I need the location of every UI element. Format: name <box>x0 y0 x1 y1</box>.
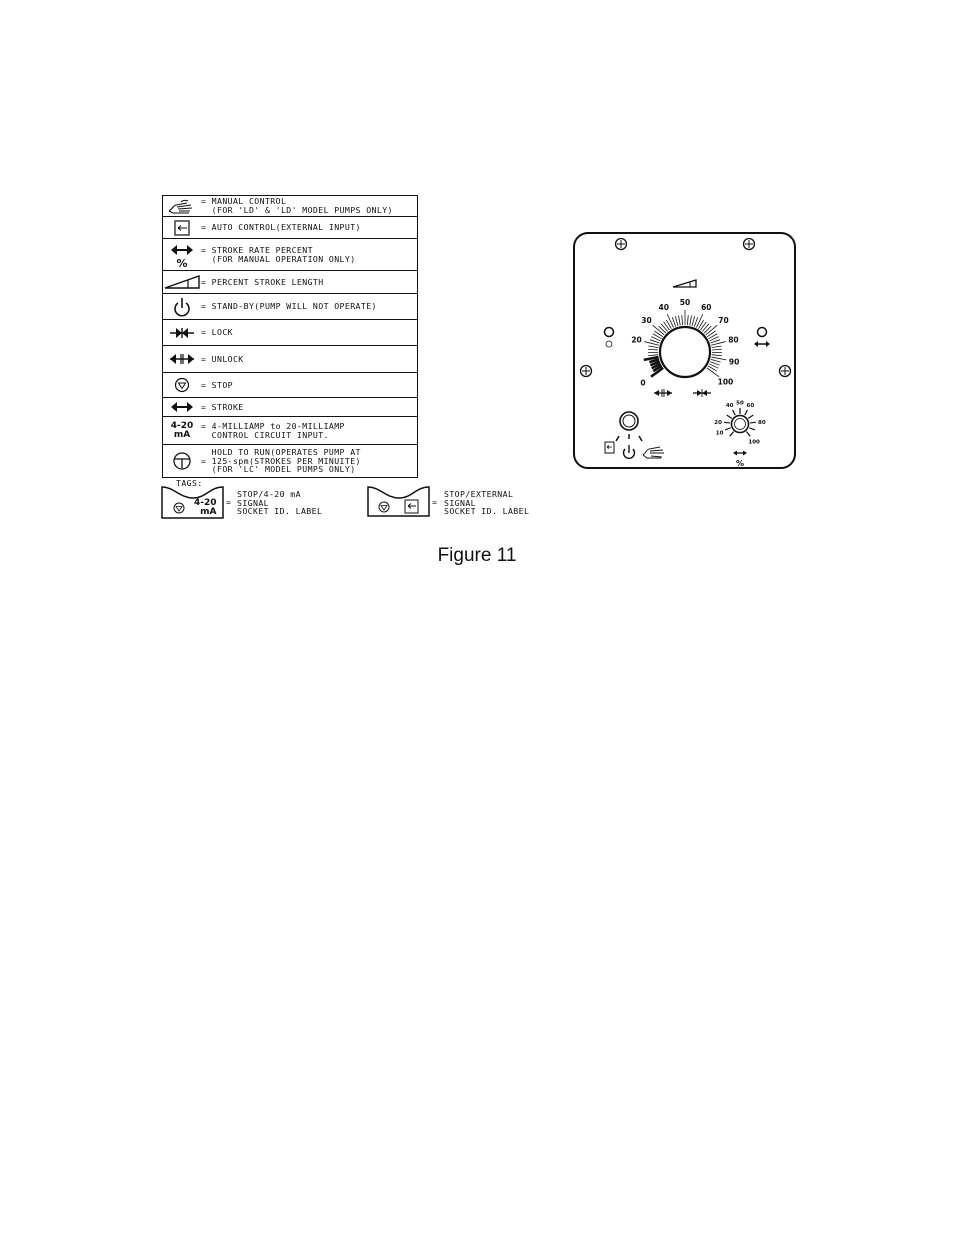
tag-left-description: STOP/4-20 mA SIGNAL SOCKET ID. LABEL <box>237 489 323 517</box>
big-dial-label: 70 <box>718 316 729 326</box>
legend-row-stroke-rate <box>163 239 417 271</box>
tag-milliamp-label <box>194 499 217 516</box>
small-dial-label: 50 <box>736 400 744 407</box>
power-standby-icon <box>163 297 201 317</box>
milliamp-label <box>163 422 201 440</box>
power-standby-icon <box>624 445 635 458</box>
big-dial-tick <box>702 324 708 332</box>
small-dial-tick <box>727 415 732 418</box>
unlock-icon <box>654 389 672 397</box>
figure-caption: Figure 11 <box>437 545 517 566</box>
manual-control-hand-icon <box>163 198 201 214</box>
tag-milliamp-unit: mA <box>200 506 217 517</box>
legend-row-auto-control <box>163 217 417 239</box>
big-dial-tick <box>692 316 695 326</box>
small-dial-label: 80 <box>758 420 766 427</box>
big-dial-tick <box>696 314 702 328</box>
unlock-icon <box>163 353 201 365</box>
small-dial-tick <box>750 422 756 423</box>
control-panel-drawing <box>572 231 798 471</box>
big-dial-label: 100 <box>717 377 734 387</box>
stroke-arrow-icon <box>163 401 201 413</box>
screw-slot <box>582 367 590 375</box>
screw-slot <box>617 240 625 248</box>
percent-sign: % <box>735 459 745 468</box>
legend-text: = STOP <box>201 379 233 390</box>
big-dial-label: 90 <box>728 357 740 367</box>
big-dial-tick <box>648 355 658 356</box>
big-dial-label: 20 <box>631 335 642 345</box>
tags-section <box>160 478 560 528</box>
big-dial-label: 40 <box>658 302 669 312</box>
button-rays <box>616 434 642 441</box>
big-dial-tick <box>712 349 722 350</box>
big-dial-label: 30 <box>641 316 652 326</box>
big-dial-tick <box>704 326 711 333</box>
small-dial-tick <box>745 410 748 415</box>
stroke-rate-percent-icon <box>163 241 201 269</box>
big-dial-tick <box>667 314 673 328</box>
hold-to-run-icon <box>163 451 201 471</box>
small-dial-tick <box>748 415 753 418</box>
stroke-indicator-light <box>758 328 767 337</box>
auto-control-icon <box>605 442 614 453</box>
legend-row-standby <box>163 294 417 320</box>
big-dial-label: 80 <box>728 335 739 345</box>
big-dial-tick <box>682 315 683 325</box>
symbol-legend-table <box>162 195 418 478</box>
legend-text: = AUTO CONTROL(EXTERNAL INPUT) <box>201 222 361 233</box>
big-dial-tick <box>648 349 658 350</box>
stroke-length-knob <box>660 327 710 377</box>
stroke-arrow-icon <box>754 341 770 347</box>
small-dial-tick <box>746 432 750 437</box>
big-dial-tick <box>712 346 722 348</box>
small-dial-label: 40 <box>725 403 734 410</box>
stroke-length-wedge-icon <box>673 280 696 287</box>
big-dial-tick <box>712 355 722 356</box>
legend-text: = UNLOCK <box>201 353 244 364</box>
legend-text: HOLD TO RUN(OPERATES PUMP AT = 125-spm(STROKES PER MINUITE) (FOR 'LC' MODEL PUMPS ONLY) <box>201 447 361 475</box>
big-dial-tick <box>648 346 658 348</box>
legend-text: = PERCENT STROKE LENGTH <box>201 276 324 287</box>
small-dial-tick <box>725 428 731 430</box>
small-dial-tick <box>724 422 730 423</box>
legend-row-stroke-length <box>163 271 417 294</box>
screw-slot <box>781 367 789 375</box>
manual-control-hand-icon <box>643 447 664 458</box>
stop-icon <box>606 341 612 347</box>
legend-row-hold-to-run <box>163 445 417 477</box>
legend-row-stop <box>163 373 417 398</box>
tag-right-equals: = <box>432 497 438 507</box>
legend-text: = STROKE RATE PERCENT (FOR MANUAL OPERATION ONLY) <box>201 244 356 264</box>
big-dial-tick <box>690 316 692 326</box>
tag-left-equals: = <box>226 497 232 507</box>
milliamp-unit: mA <box>173 429 191 440</box>
stroke-length-wedge-icon <box>163 274 201 290</box>
auto-control-icon <box>163 220 201 236</box>
milliamp-range: 4-20 <box>170 420 194 431</box>
legend-row-unlock <box>163 346 417 373</box>
stroke-rate-knob <box>732 416 749 433</box>
legend-row-lock <box>163 320 417 346</box>
stop-icon <box>163 377 201 393</box>
lock-icon <box>693 389 711 397</box>
screw-slot <box>745 240 753 248</box>
legend-text: = LOCK <box>201 327 233 338</box>
legend-text: = MANUAL CONTROL (FOR 'LD' & 'LD' MODEL PUMPS ONLY) <box>201 196 393 215</box>
big-dial-tick <box>661 324 667 332</box>
stroke-rate-percent-icon <box>733 451 747 456</box>
legend-text: = STROKE <box>201 401 244 412</box>
small-dial-label: 10 <box>715 430 724 437</box>
big-dial-label: 50 <box>679 298 691 307</box>
small-dial-label: 20 <box>714 420 722 427</box>
tag-milliamp-range: 4-20 <box>194 498 217 508</box>
legend-row-milliamp <box>163 417 417 445</box>
big-dial-tick <box>679 316 681 326</box>
big-dial-label: 0 <box>640 378 646 388</box>
legend-row-stroke <box>163 398 417 417</box>
tag-right-description: STOP/EXTERNAL SIGNAL SOCKET ID. LABEL <box>444 489 530 517</box>
big-dial-label: 60 <box>701 302 712 312</box>
big-dial-tick <box>659 326 666 333</box>
lock-icon <box>163 327 201 339</box>
legend-text: = 4-MILLIAMP to 20-MILLIAMP CONTROL CIRCUIT INPUT. <box>201 420 345 440</box>
big-dial-tick <box>687 315 688 325</box>
small-dial-tick <box>730 432 734 437</box>
legend-row-manual-control <box>163 196 417 217</box>
small-dial-label: 100 <box>748 439 760 446</box>
legend-text: = STAND-BY(PUMP WILL NOT OPERATE) <box>201 301 377 312</box>
svg-text:%: % <box>176 256 188 269</box>
stop-indicator-light <box>605 328 614 337</box>
small-dial-label: 60 <box>746 403 755 410</box>
big-dial-tick <box>675 316 678 326</box>
big-dial-tick <box>711 359 721 362</box>
small-dial-tick <box>749 428 755 430</box>
big-dial-tick <box>712 357 727 360</box>
tags-heading: TAGS: <box>176 478 203 488</box>
small-dial-tick <box>732 410 735 415</box>
